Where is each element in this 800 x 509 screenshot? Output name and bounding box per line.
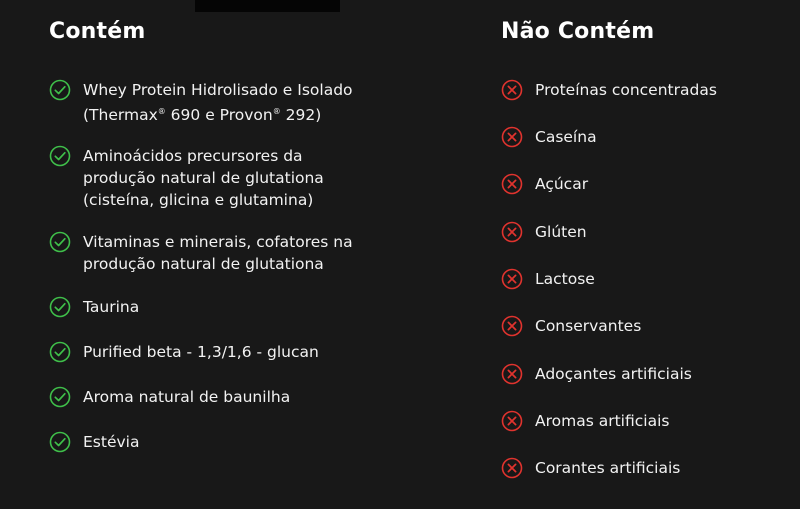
x-circle-icon <box>501 363 523 385</box>
contains-item <box>49 431 403 453</box>
contains-item <box>49 386 403 408</box>
not-contains-item <box>501 173 785 195</box>
contains-item <box>49 145 403 211</box>
check-circle-icon <box>49 341 71 363</box>
check-circle-icon <box>49 145 71 167</box>
check-circle-icon <box>49 386 71 408</box>
not-contains-item <box>501 315 785 337</box>
contains-item-text: Aroma natural de baunilha <box>83 388 291 406</box>
not-contains-item <box>501 268 785 290</box>
not-contains-item <box>501 126 785 148</box>
x-circle-icon <box>501 221 523 243</box>
check-circle-icon <box>49 296 71 318</box>
not-contains-item-text: Caseína <box>535 128 597 146</box>
contains-item <box>49 231 403 275</box>
contains-item-text: Purified beta - 1,3/1,6 - glucan <box>83 343 319 361</box>
not-contains-item-text: Conservantes <box>535 317 642 335</box>
not-contains-item <box>501 79 785 101</box>
not-contains-item <box>501 457 785 479</box>
not-contains-item-text: Corantes artificiais <box>535 459 681 477</box>
contains-item-text: Whey Protein Hidrolisado e Isolado (Thermax® 690 e Provon® 292) <box>83 81 353 124</box>
contains-item-text: Aminoácidos precursores da produção natural de glutationa (cisteína, glicina e glutamina) <box>83 147 324 209</box>
x-circle-icon <box>501 410 523 432</box>
not-contains-item <box>501 221 785 243</box>
check-circle-icon <box>49 431 71 453</box>
not-contains-item-text: Lactose <box>535 270 595 288</box>
x-circle-icon <box>501 79 523 101</box>
x-circle-icon <box>501 315 523 337</box>
top-divider-bar <box>195 0 340 12</box>
contains-title: Contém <box>49 19 146 44</box>
contains-item-text: Vitaminas e minerais, cofatores na produção natural de glutationa <box>83 233 353 273</box>
contains-item-text: Estévia <box>83 433 140 451</box>
x-circle-icon <box>501 126 523 148</box>
x-circle-icon <box>501 457 523 479</box>
not-contains-item-text: Adoçantes artificiais <box>535 365 692 383</box>
contains-item <box>49 79 403 126</box>
not-contains-item-text: Aromas artificiais <box>535 412 670 430</box>
not-contains-item <box>501 410 785 432</box>
contains-item <box>49 296 403 318</box>
not-contains-item-text: Proteínas concentradas <box>535 81 717 99</box>
not-contains-title: Não Contém <box>501 19 655 44</box>
not-contains-item <box>501 363 785 385</box>
check-circle-icon <box>49 231 71 253</box>
not-contains-item-text: Açúcar <box>535 175 589 193</box>
x-circle-icon <box>501 173 523 195</box>
check-circle-icon <box>49 79 71 101</box>
x-circle-icon <box>501 268 523 290</box>
contains-item <box>49 341 403 363</box>
contains-item-text: Taurina <box>83 298 140 316</box>
not-contains-item-text: Glúten <box>535 223 587 241</box>
